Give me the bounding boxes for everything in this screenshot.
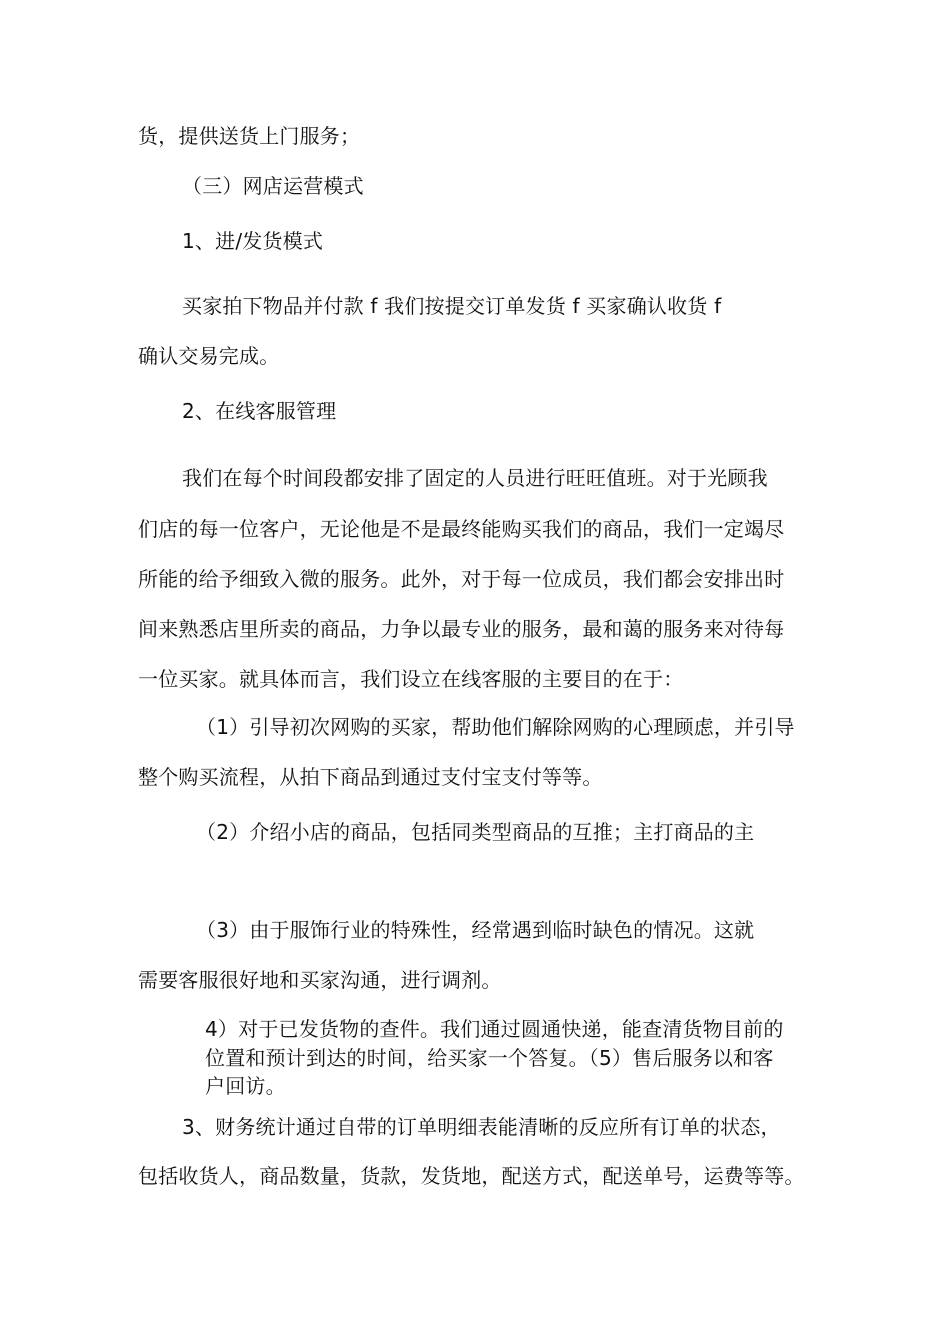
- list-item: 4）对于已发货物的查件。我们通过圆通快递，能查清货物目前的: [205, 1017, 784, 1041]
- subsection-heading: 3、财务统计通过自带的订单明细表能清晰的反应所有订单的状态，: [182, 1115, 781, 1139]
- text-line: 间来熟悉店里所卖的商品，力争以最专业的服务，最和蔼的服务来对待每: [138, 617, 785, 641]
- subsection-heading: 2、在线客服管理: [182, 399, 337, 423]
- list-item: （3）由于服饰行业的特殊性，经常遇到临时缺色的情况。这就: [196, 918, 755, 942]
- text-line: 所能的给予细致入微的服务。此外，对于每一位成员，我们都会安排出时: [138, 567, 785, 591]
- text-line: 包括收货人，商品数量，货款，发货地，配送方式，配送单号，运费等等。: [138, 1164, 805, 1188]
- text-line: 一位买家。就具体而言，我们设立在线客服的主要目的在于：: [138, 667, 684, 691]
- list-item: （1）引导初次网购的买家，帮助他们解除网购的心理顾虑，并引导: [196, 715, 795, 739]
- text-line: 货，提供送货上门服务；: [138, 124, 361, 148]
- list-item: （2）介绍小店的商品，包括同类型商品的互推；主打商品的主: [196, 820, 755, 844]
- text-line: 买家拍下物品并付款 f 我们按提交订单发货 f 买家确认收货 f: [182, 294, 722, 318]
- text-line: 整个购买流程，从拍下商品到通过支付宝支付等等。: [138, 765, 603, 789]
- section-heading: （三）网店运营模式: [182, 174, 364, 198]
- text-line: 需要客服很好地和买家沟通，进行调剂。: [138, 968, 502, 992]
- text-line: 们店的每一位客户，无论他是不是最终能购买我们的商品，我们一定竭尽: [138, 517, 785, 541]
- text-line: 我们在每个时间段都安排了固定的人员进行旺旺值班。对于光顾我: [182, 466, 768, 490]
- text-line: 确认交易完成。: [138, 344, 280, 368]
- text-line: 户回访。: [205, 1074, 286, 1098]
- subsection-heading: 1、进/发货模式: [182, 229, 324, 253]
- text-line: 位置和预计到达的时间，给买家一个答复。（5）售后服务以和客: [205, 1046, 774, 1070]
